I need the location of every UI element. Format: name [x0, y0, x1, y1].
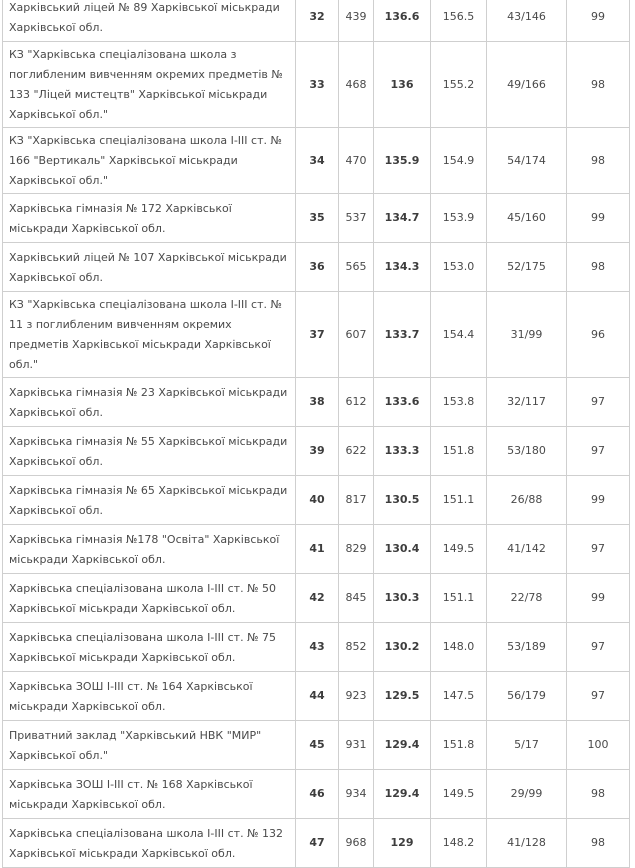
position-cell: 537: [339, 194, 374, 243]
table-row: [3, 623, 630, 672]
school-name-cell: Приватний заклад "Харківський НВК "МИР" Харківської обл.": [3, 721, 296, 770]
school-name-cell: Харківський ліцей № 107 Харківської міськради Харківської обл.: [3, 243, 296, 292]
score-cell: 136.6: [374, 0, 431, 42]
percent-cell: 98: [567, 128, 630, 194]
average-cell: 148.0: [431, 623, 487, 672]
ratio-cell: 53/189: [487, 623, 567, 672]
rank-cell: 36: [296, 243, 339, 292]
percent-cell: 98: [567, 819, 630, 868]
table-row: [3, 476, 630, 525]
percent-cell: 99: [567, 574, 630, 623]
table-row: [3, 819, 630, 868]
score-cell: 130.5: [374, 476, 431, 525]
rank-cell: 37: [296, 292, 339, 378]
average-cell: 156.5: [431, 0, 487, 42]
percent-cell: 99: [567, 0, 630, 42]
score-cell: 129.4: [374, 721, 431, 770]
rank-cell: 44: [296, 672, 339, 721]
percent-cell: 97: [567, 623, 630, 672]
percent-cell: 97: [567, 378, 630, 427]
table-row: [3, 42, 630, 128]
score-cell: 133.7: [374, 292, 431, 378]
school-name-cell: Харківська ЗОШ І-ІІІ ст. № 164 Харківської міськради Харківської обл.: [3, 672, 296, 721]
score-cell: 130.4: [374, 525, 431, 574]
position-cell: 565: [339, 243, 374, 292]
school-name-cell: Харківська гімназія №178 "Освіта" Харківської міськради Харківської обл.: [3, 525, 296, 574]
percent-cell: 97: [567, 672, 630, 721]
school-ranking-table: [2, 0, 630, 868]
school-name-cell: КЗ "Харківська спеціалізована школа І-ІІІ ст. № 11 з поглибленим вивченням окремих предметів Харківської міськради Харківської обл.": [3, 292, 296, 378]
average-cell: 153.0: [431, 243, 487, 292]
table-row: [3, 427, 630, 476]
rank-cell: 34: [296, 128, 339, 194]
ratio-cell: 54/174: [487, 128, 567, 194]
school-name-cell: Харківська гімназія № 65 Харківської міськради Харківської обл.: [3, 476, 296, 525]
score-cell: 135.9: [374, 128, 431, 194]
rank-cell: 46: [296, 770, 339, 819]
ratio-cell: 53/180: [487, 427, 567, 476]
rank-cell: 43: [296, 623, 339, 672]
table-row: [3, 292, 630, 378]
score-cell: 134.7: [374, 194, 431, 243]
average-cell: 149.5: [431, 770, 487, 819]
school-name-cell: КЗ "Харківська спеціалізована школа І-ІІІ ст. № 166 "Вертикаль" Харківської міськради Харківської обл.": [3, 128, 296, 194]
table-row: [3, 721, 630, 770]
average-cell: 149.5: [431, 525, 487, 574]
position-cell: 934: [339, 770, 374, 819]
rank-cell: 45: [296, 721, 339, 770]
table-row: [3, 770, 630, 819]
ratio-cell: 49/166: [487, 42, 567, 128]
ratio-cell: 26/88: [487, 476, 567, 525]
position-cell: 968: [339, 819, 374, 868]
ratio-cell: 29/99: [487, 770, 567, 819]
score-cell: 133.6: [374, 378, 431, 427]
percent-cell: 98: [567, 770, 630, 819]
percent-cell: 99: [567, 476, 630, 525]
rank-cell: 40: [296, 476, 339, 525]
percent-cell: 96: [567, 292, 630, 378]
school-name-cell: Харківська ЗОШ І-ІІІ ст. № 168 Харківської міськради Харківської обл.: [3, 770, 296, 819]
position-cell: 439: [339, 0, 374, 42]
table-row: [3, 574, 630, 623]
school-name-cell: Харківська спеціалізована школа І-ІІІ ст. № 75 Харківської міськради Харківської обл.: [3, 623, 296, 672]
position-cell: 612: [339, 378, 374, 427]
score-cell: 133.3: [374, 427, 431, 476]
percent-cell: 99: [567, 194, 630, 243]
average-cell: 151.1: [431, 476, 487, 525]
rank-cell: 33: [296, 42, 339, 128]
score-cell: 136: [374, 42, 431, 128]
average-cell: 154.4: [431, 292, 487, 378]
ratio-cell: 41/142: [487, 525, 567, 574]
position-cell: 470: [339, 128, 374, 194]
average-cell: 151.1: [431, 574, 487, 623]
rank-cell: 38: [296, 378, 339, 427]
school-name-cell: Харківська спеціалізована школа І-ІІІ ст. № 132 Харківської міськради Харківської обл.: [3, 819, 296, 868]
average-cell: 153.8: [431, 378, 487, 427]
school-name-cell: Харківська спеціалізована школа І-ІІІ ст. № 50 Харківської міськради Харківської обл.: [3, 574, 296, 623]
score-cell: 129.4: [374, 770, 431, 819]
rank-cell: 39: [296, 427, 339, 476]
average-cell: 155.2: [431, 42, 487, 128]
average-cell: 147.5: [431, 672, 487, 721]
position-cell: 468: [339, 42, 374, 128]
rank-cell: 47: [296, 819, 339, 868]
position-cell: 845: [339, 574, 374, 623]
table-row: [3, 525, 630, 574]
table-row: [3, 672, 630, 721]
position-cell: 852: [339, 623, 374, 672]
percent-cell: 100: [567, 721, 630, 770]
average-cell: 151.8: [431, 721, 487, 770]
table-body: [3, 0, 630, 868]
score-cell: 129: [374, 819, 431, 868]
position-cell: 622: [339, 427, 374, 476]
position-cell: 607: [339, 292, 374, 378]
rank-cell: 41: [296, 525, 339, 574]
ratio-cell: 32/117: [487, 378, 567, 427]
table-row: [3, 194, 630, 243]
average-cell: 153.9: [431, 194, 487, 243]
score-cell: 130.3: [374, 574, 431, 623]
average-cell: 151.8: [431, 427, 487, 476]
ratio-cell: 5/17: [487, 721, 567, 770]
school-name-cell: Харківська гімназія № 23 Харківської міськради Харківської обл.: [3, 378, 296, 427]
average-cell: 148.2: [431, 819, 487, 868]
table-row: [3, 243, 630, 292]
ratio-cell: 43/146: [487, 0, 567, 42]
percent-cell: 98: [567, 42, 630, 128]
position-cell: 923: [339, 672, 374, 721]
table-row: [3, 128, 630, 194]
percent-cell: 98: [567, 243, 630, 292]
score-cell: 134.3: [374, 243, 431, 292]
school-name-cell: КЗ "Харківська спеціалізована школа з поглибленим вивченням окремих предметів № 133 "Ліцей мистецтв" Харківської міськради Харківської обл.": [3, 42, 296, 128]
ratio-cell: 45/160: [487, 194, 567, 243]
school-name-cell: Харківська гімназія № 55 Харківської міськради Харківської обл.: [3, 427, 296, 476]
average-cell: 154.9: [431, 128, 487, 194]
ratio-cell: 41/128: [487, 819, 567, 868]
table-row: [3, 378, 630, 427]
percent-cell: 97: [567, 525, 630, 574]
ratio-cell: 56/179: [487, 672, 567, 721]
score-cell: 129.5: [374, 672, 431, 721]
ratio-cell: 31/99: [487, 292, 567, 378]
school-name-cell: Харківський ліцей № 89 Харківської міськради Харківської обл.: [3, 0, 296, 42]
score-cell: 130.2: [374, 623, 431, 672]
position-cell: 931: [339, 721, 374, 770]
ratio-cell: 22/78: [487, 574, 567, 623]
rank-cell: 32: [296, 0, 339, 42]
rank-cell: 42: [296, 574, 339, 623]
ratio-cell: 52/175: [487, 243, 567, 292]
school-name-cell: Харківська гімназія № 172 Харківської міськради Харківської обл.: [3, 194, 296, 243]
rank-cell: 35: [296, 194, 339, 243]
table-row: [3, 0, 630, 42]
position-cell: 829: [339, 525, 374, 574]
position-cell: 817: [339, 476, 374, 525]
percent-cell: 97: [567, 427, 630, 476]
